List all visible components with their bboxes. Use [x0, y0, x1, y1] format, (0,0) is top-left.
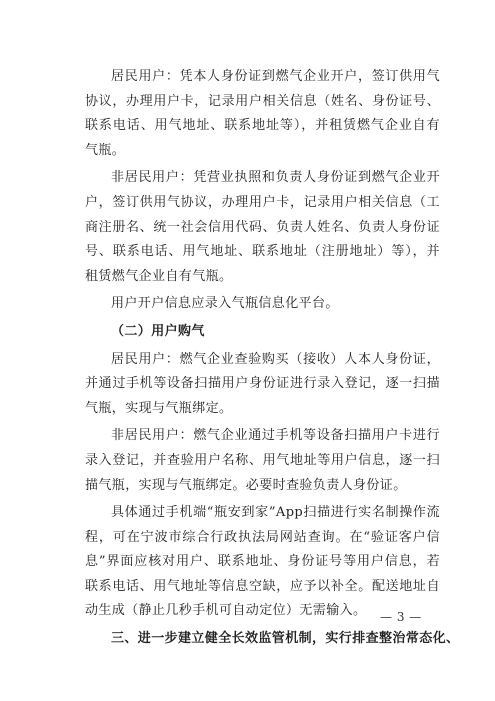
subheading-user-purchase: （二）用户购气 — [111, 323, 205, 339]
section-heading-three: 三、进一步建立健全长效监管机制，实行排查整治常态化、 — [111, 631, 460, 647]
paragraph-account-entry: 用户开户信息应录入气瓶信息化平台。 — [111, 296, 339, 312]
paragraph-app-procedure: 具体通过手机端“瓶安到家”App扫描进行实名制操作流程，可在宁波市综合行政执法局网站查询。在“验证客户信息”界面应核对用户、联系地址、身份证号等用户信息，若联系电话、用气地址等信息空缺，应予以补全。配送地址自动生成（静止几秒手机可自动定位）无需输入。 — [85, 505, 440, 619]
paragraph-nonresident-account: 非居民用户：凭营业执照和负责人身份证到燃气企业开户，签订供用气协议，办理用户卡，记录用户相关信息（工商注册名、统一社会信用代码、负责人姓名、负责人身份证号、联系电话、用气地址、联系地址（注册地址）等），并租赁燃气企业自有气瓶。 — [85, 170, 440, 284]
paragraph-resident-account: 居民用户：凭本人身份证到燃气企业开户，签订供用气协议，办理用户卡，记录用户相关信息（姓名、身份证号、联系电话、用气地址、联系地址等），并租赁燃气企业自有气瓶。 — [85, 69, 440, 158]
paragraph-resident-purchase: 居民用户：燃气企业查验购买（接收）人本人身份证，并通过手机等设备扫描用户身份证进行录入登记，逐一扫描气瓶，实现与气瓶绑定。 — [85, 351, 440, 416]
paragraph-nonresident-purchase: 非居民用户：燃气企业通过手机等设备扫描用户卡进行录入登记，并查验用户名称、用气地址等用户信息，逐一扫描气瓶，实现与气瓶绑定。必要时查验负责人身份证。 — [85, 428, 440, 493]
page-number: — 3 — — [380, 610, 422, 624]
document-body — [85, 65, 460, 652]
